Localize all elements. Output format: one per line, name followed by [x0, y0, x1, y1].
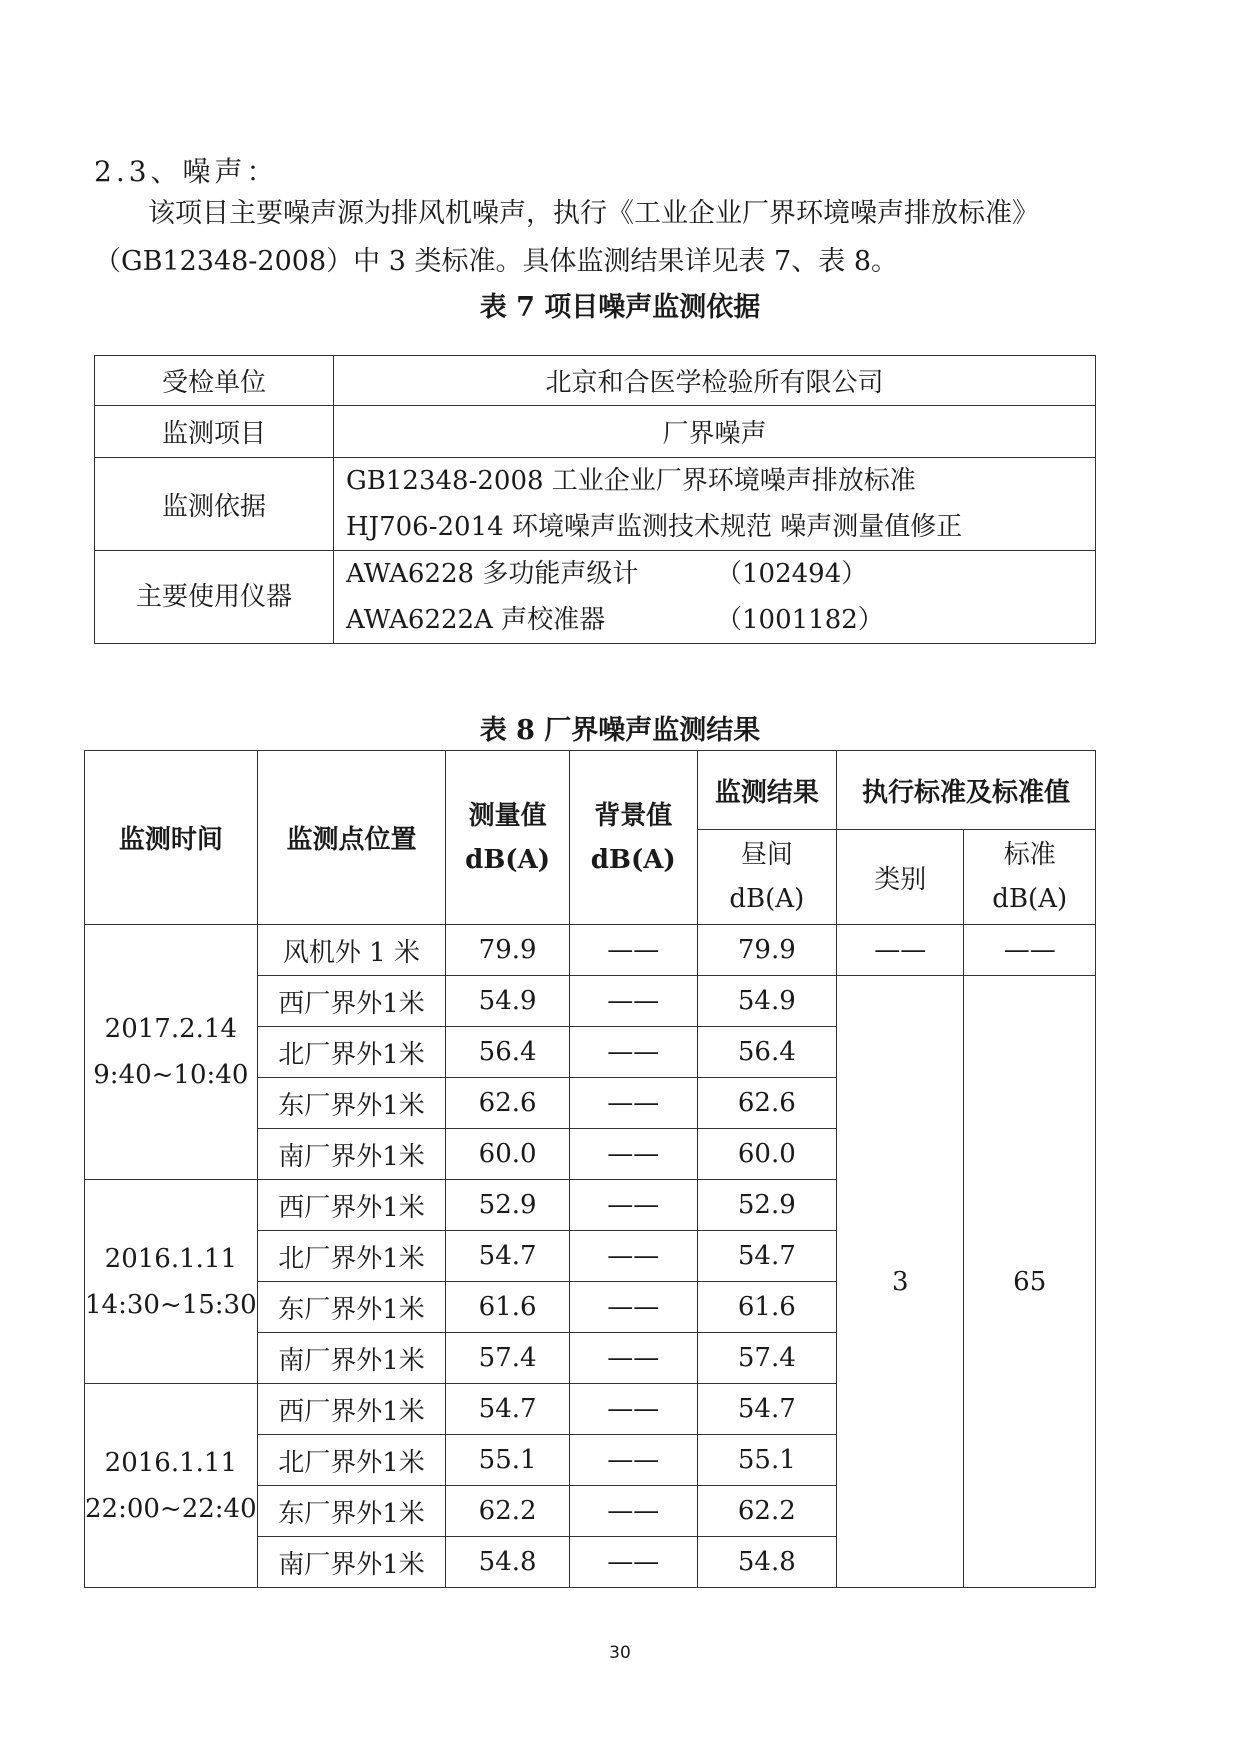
header-measured-label: 测量值 — [468, 800, 547, 831]
group-date: 2016.1.11 — [104, 1243, 237, 1274]
table7-label: 监测项目 — [95, 406, 334, 458]
instrument-line — [346, 551, 1095, 597]
result-cell: 56.4 — [697, 1027, 836, 1078]
location-cell: 南厂界外1米 — [257, 1537, 446, 1588]
table7-label: 监测依据 — [95, 458, 334, 551]
merged-category-cell: 3 — [837, 976, 964, 1588]
table7-monitoring-basis — [94, 355, 1096, 644]
header-standard: 执行标准及标准值 — [837, 751, 1096, 830]
header-background — [569, 751, 697, 925]
background-cell: —— — [569, 925, 697, 976]
table7-instruments-cell — [334, 551, 1096, 644]
background-cell: —— — [569, 1486, 697, 1537]
location-cell: 北厂界外1米 — [257, 1435, 446, 1486]
table8-noise-results — [84, 750, 1096, 1588]
location-cell: 南厂界外1米 — [257, 1333, 446, 1384]
table7-row — [95, 406, 1096, 458]
intro-paragraph: 该项目主要噪声源为排风机噪声，执行《工业企业厂界环境噪声排放标准》（GB12348-2008）中 3 类标准。具体监测结果详见表 7、表 8。 — [94, 198, 1039, 277]
table8-caption: 表 8 厂界噪声监测结果 — [479, 715, 761, 746]
header-background-label: 背景值 — [594, 800, 673, 831]
group-time: 14:30~15:30 — [85, 1289, 257, 1320]
location-cell: 风机外 1 米 — [257, 925, 446, 976]
location-cell: 东厂界外1米 — [257, 1078, 446, 1129]
result-cell: 54.7 — [697, 1384, 836, 1435]
header-standard-label: 标准 — [1003, 840, 1056, 870]
measured-cell: 52.9 — [446, 1180, 570, 1231]
instrument-id: （102494） — [716, 559, 868, 589]
measured-cell: 61.6 — [446, 1282, 570, 1333]
background-cell: —— — [569, 1078, 697, 1129]
table7-label: 受检单位 — [95, 356, 334, 406]
result-cell: 54.7 — [697, 1231, 836, 1282]
background-cell: —— — [569, 1129, 697, 1180]
table7-row — [95, 356, 1096, 406]
table8-header-row — [85, 751, 1096, 830]
group-date: 2016.1.11 — [104, 1447, 237, 1478]
header-background-unit: dB(A) — [590, 844, 676, 875]
section-heading: 2.3、噪声： — [94, 155, 279, 188]
header-time: 监测时间 — [85, 751, 258, 925]
background-cell: —— — [569, 1282, 697, 1333]
measured-cell: 54.9 — [446, 976, 570, 1027]
header-result-sub — [697, 830, 836, 925]
location-cell: 西厂界外1米 — [257, 1384, 446, 1435]
background-cell: —— — [569, 1537, 697, 1588]
background-cell: —— — [569, 1180, 697, 1231]
table-row — [85, 925, 1096, 976]
measured-cell: 56.4 — [446, 1027, 570, 1078]
group-date: 2017.2.14 — [104, 1014, 237, 1044]
result-cell: 61.6 — [697, 1282, 836, 1333]
merged-standard-cell: 65 — [964, 976, 1096, 1588]
result-cell: 55.1 — [697, 1435, 836, 1486]
header-location: 监测点位置 — [257, 751, 446, 925]
basis-line: HJ706-2014 环境噪声监测技术规范 噪声测量值修正 — [346, 512, 963, 542]
result-cell: 79.9 — [697, 925, 836, 976]
group-time-cell — [85, 925, 258, 1180]
location-cell: 东厂界外1米 — [257, 1486, 446, 1537]
basis-line: GB12348-2008 工业企业厂界环境噪声排放标准 — [346, 466, 916, 496]
measured-cell: 57.4 — [446, 1333, 570, 1384]
instrument-line — [346, 597, 1095, 643]
result-cell: 60.0 — [697, 1129, 836, 1180]
result-cell: 54.9 — [697, 976, 836, 1027]
instrument-id: （1001182） — [716, 605, 884, 635]
measured-cell: 62.2 — [446, 1486, 570, 1537]
background-cell: —— — [569, 1333, 697, 1384]
table7-basis-cell — [334, 458, 1096, 551]
group-time-cell — [85, 1384, 258, 1588]
header-daytime-unit: dB(A) — [729, 884, 805, 914]
location-cell: 北厂界外1米 — [257, 1231, 446, 1282]
instrument-name: AWA6228 多功能声级计 — [346, 559, 639, 589]
result-cell: 54.8 — [697, 1537, 836, 1588]
measured-cell: 54.7 — [446, 1384, 570, 1435]
location-cell: 南厂界外1米 — [257, 1129, 446, 1180]
measured-cell: 60.0 — [446, 1129, 570, 1180]
measured-cell: 54.8 — [446, 1537, 570, 1588]
location-cell: 东厂界外1米 — [257, 1282, 446, 1333]
category-cell: —— — [837, 925, 964, 976]
measured-cell: 79.9 — [446, 925, 570, 976]
location-cell: 北厂界外1米 — [257, 1027, 446, 1078]
group-time: 22:00~22:40 — [85, 1493, 257, 1524]
measured-cell: 54.7 — [446, 1231, 570, 1282]
background-cell: —— — [569, 1231, 697, 1282]
group-time-cell — [85, 1180, 258, 1384]
table7-row — [95, 458, 1096, 551]
header-standard-value — [964, 830, 1096, 925]
location-cell: 西厂界外1米 — [257, 976, 446, 1027]
header-result: 监测结果 — [697, 751, 836, 830]
table7-label: 主要使用仪器 — [95, 551, 334, 644]
location-cell: 西厂界外1米 — [257, 1180, 446, 1231]
header-category: 类别 — [837, 830, 964, 925]
header-measured — [446, 751, 570, 925]
result-cell: 62.6 — [697, 1078, 836, 1129]
header-daytime: 昼间 — [740, 840, 793, 870]
measured-cell: 62.6 — [446, 1078, 570, 1129]
table7-row — [95, 551, 1096, 644]
background-cell: —— — [569, 1027, 697, 1078]
result-cell: 62.2 — [697, 1486, 836, 1537]
table7-caption: 表 7 项目噪声监测依据 — [479, 292, 761, 323]
result-cell: 52.9 — [697, 1180, 836, 1231]
result-cell: 57.4 — [697, 1333, 836, 1384]
table7-value: 厂界噪声 — [334, 406, 1096, 458]
background-cell: —— — [569, 1384, 697, 1435]
standard-cell: —— — [964, 925, 1096, 976]
group-time: 9:40~10:40 — [93, 1060, 249, 1090]
background-cell: —— — [569, 1435, 697, 1486]
background-cell: —— — [569, 976, 697, 1027]
measured-cell: 55.1 — [446, 1435, 570, 1486]
page-number: 30 — [609, 1643, 631, 1663]
header-standard-unit: dB(A) — [992, 884, 1068, 914]
table7-value: 北京和合医学检验所有限公司 — [334, 356, 1096, 406]
header-measured-unit: dB(A) — [465, 844, 551, 875]
instrument-name: AWA6222A 声校准器 — [346, 605, 606, 635]
